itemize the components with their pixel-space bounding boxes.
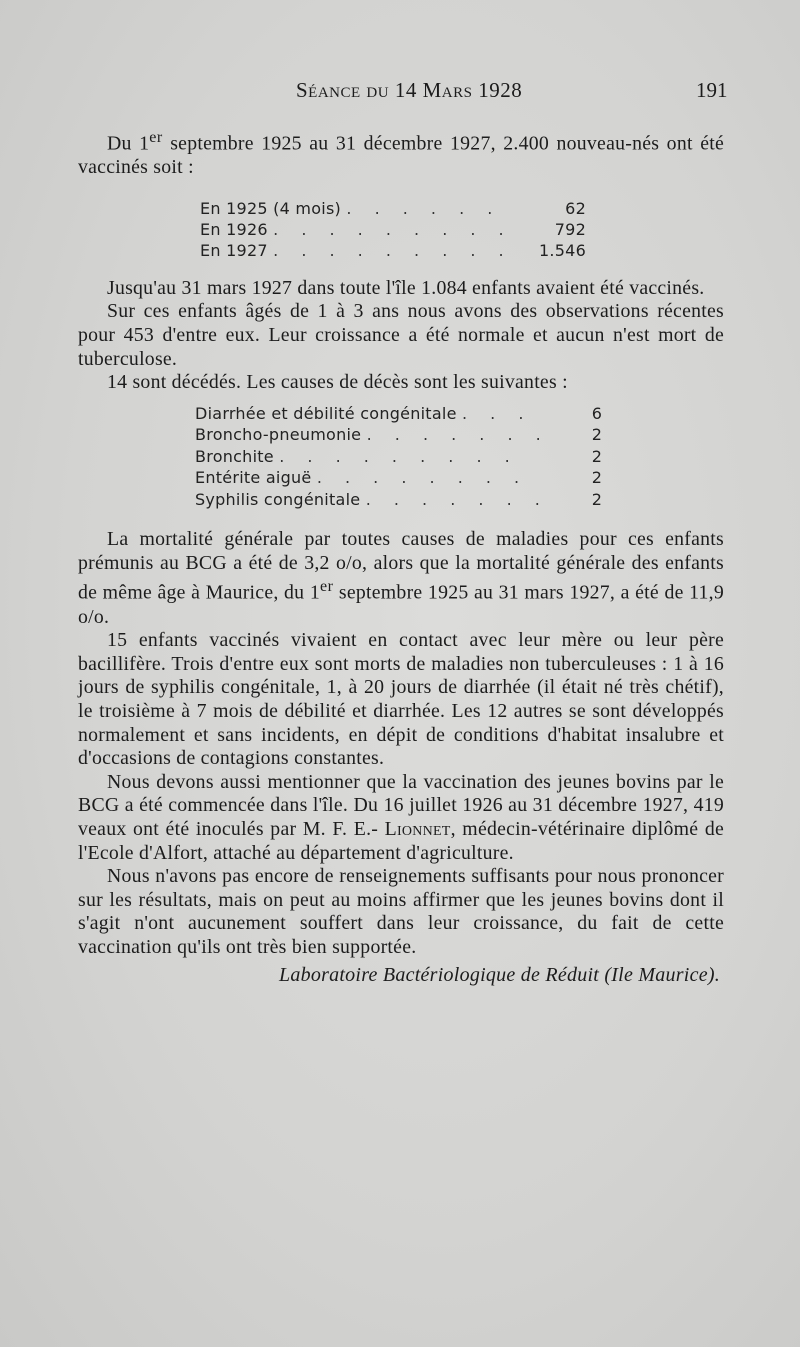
vaccination-by-year-table	[200, 198, 586, 261]
paragraph-observations: Sur ces enfants âgés de 1 à 3 ans nous avons des observations récentes pour 453 d'entre eux. Leur croissance a été normale et aucun n'est mort de tuberculose.	[78, 300, 724, 370]
vaccination-count: 1.546	[538, 240, 586, 260]
causes-of-death-table	[195, 403, 619, 511]
table-row: En 1925 (4 mois) . . . . . . 62	[200, 198, 586, 218]
paragraph-island-total: Jusqu'au 31 mars 1927 dans toute l'île 1.084 enfants avaient été vaccinés.	[107, 276, 705, 299]
table-row: Entérite aiguë . . . . . . . . 2	[195, 467, 619, 489]
running-title: Séance du 14 Mars 1928	[296, 78, 523, 102]
table-row: En 1926 . . . . . . . . . 792	[200, 219, 586, 239]
death-count: 2	[591, 468, 603, 488]
table-row: Bronchite . . . . . . . . . 2	[195, 446, 619, 468]
paragraph-contact-cases: 15 enfants vaccinés vivaient en contact avec leur mère ou leur père bacillifère. Trois d'entre eux sont morts de maladies non tuberculeuses : 1 à 16 jours de syphilis congénitale, 1, à 20 jours de diarrhée (il était né très chétif), le troisième à 7 mois de débilité et diarrhée. Les 12 autres se sont développés normalement et sans incidents, en dépit de conditions d'habitat insalubre et d'occasions de contagions constantes.	[78, 629, 724, 770]
veterinarian-name: Lionnet	[384, 817, 451, 840]
death-count: 2	[591, 446, 603, 466]
table-row: Diarrhée et débilité congénitale . . . 6	[195, 403, 619, 425]
page-number: 191	[696, 78, 728, 102]
death-count: 2	[591, 425, 603, 445]
laboratory-signature: Laboratoire Bactériologique de Réduit (Ile Maurice).	[278, 963, 720, 986]
vaccination-count: 792	[554, 219, 586, 239]
table-row: Broncho-pneumonie . . . . . . . 2	[195, 424, 619, 446]
death-count: 2	[591, 489, 603, 509]
paragraph-bovine-vaccination: Nous devons aussi mentionner que la vaccination des jeunes bovins par le BCG a été commencée dans l'île. Du 16 juillet 1926 au 31 décembre 1927, 419 veaux ont été inoculés par M. F. E.- Lionnet, médecin-vétérinaire diplômé de l'Ecole d'Alfort, attaché au département d'agriculture.	[78, 770, 724, 864]
paragraph-mortality: La mortalité générale par toutes causes de maladies pour ces enfants prémunis au BCG a été de 3,2 o/o, alors que la mortalité générale des enfants de même âge à Maurice, du 1er septembre 1925 au 31 mars 1927, a été de 11,9 o/o.	[78, 528, 724, 628]
page-header	[0, 76, 800, 106]
article-body	[78, 126, 724, 987]
table-row: Syphilis congénitale . . . . . . . 2	[195, 489, 619, 511]
death-count: 6	[591, 403, 603, 423]
paragraph-vaccination-intro: Du 1er septembre 1925 au 31 décembre 1927, 2.400 nouveau-nés ont été vaccinés soit :	[78, 129, 724, 179]
table-row: En 1927 . . . . . . . . . 1.546	[200, 240, 586, 260]
paragraph-conclusion: Nous n'avons pas encore de renseignements suffisants pour nous prononcer sur les résultats, mais on peut au moins affirmer que les jeunes bovins dont il s'agit n'ont aucunement souffert dans leur croissance, du fait de cette vaccination qu'ils ont très bien supportée.	[78, 865, 724, 958]
vaccination-count: 62	[565, 198, 586, 218]
paragraph-deaths: 14 sont décédés. Les causes de décès sont les suivantes :	[107, 371, 568, 394]
